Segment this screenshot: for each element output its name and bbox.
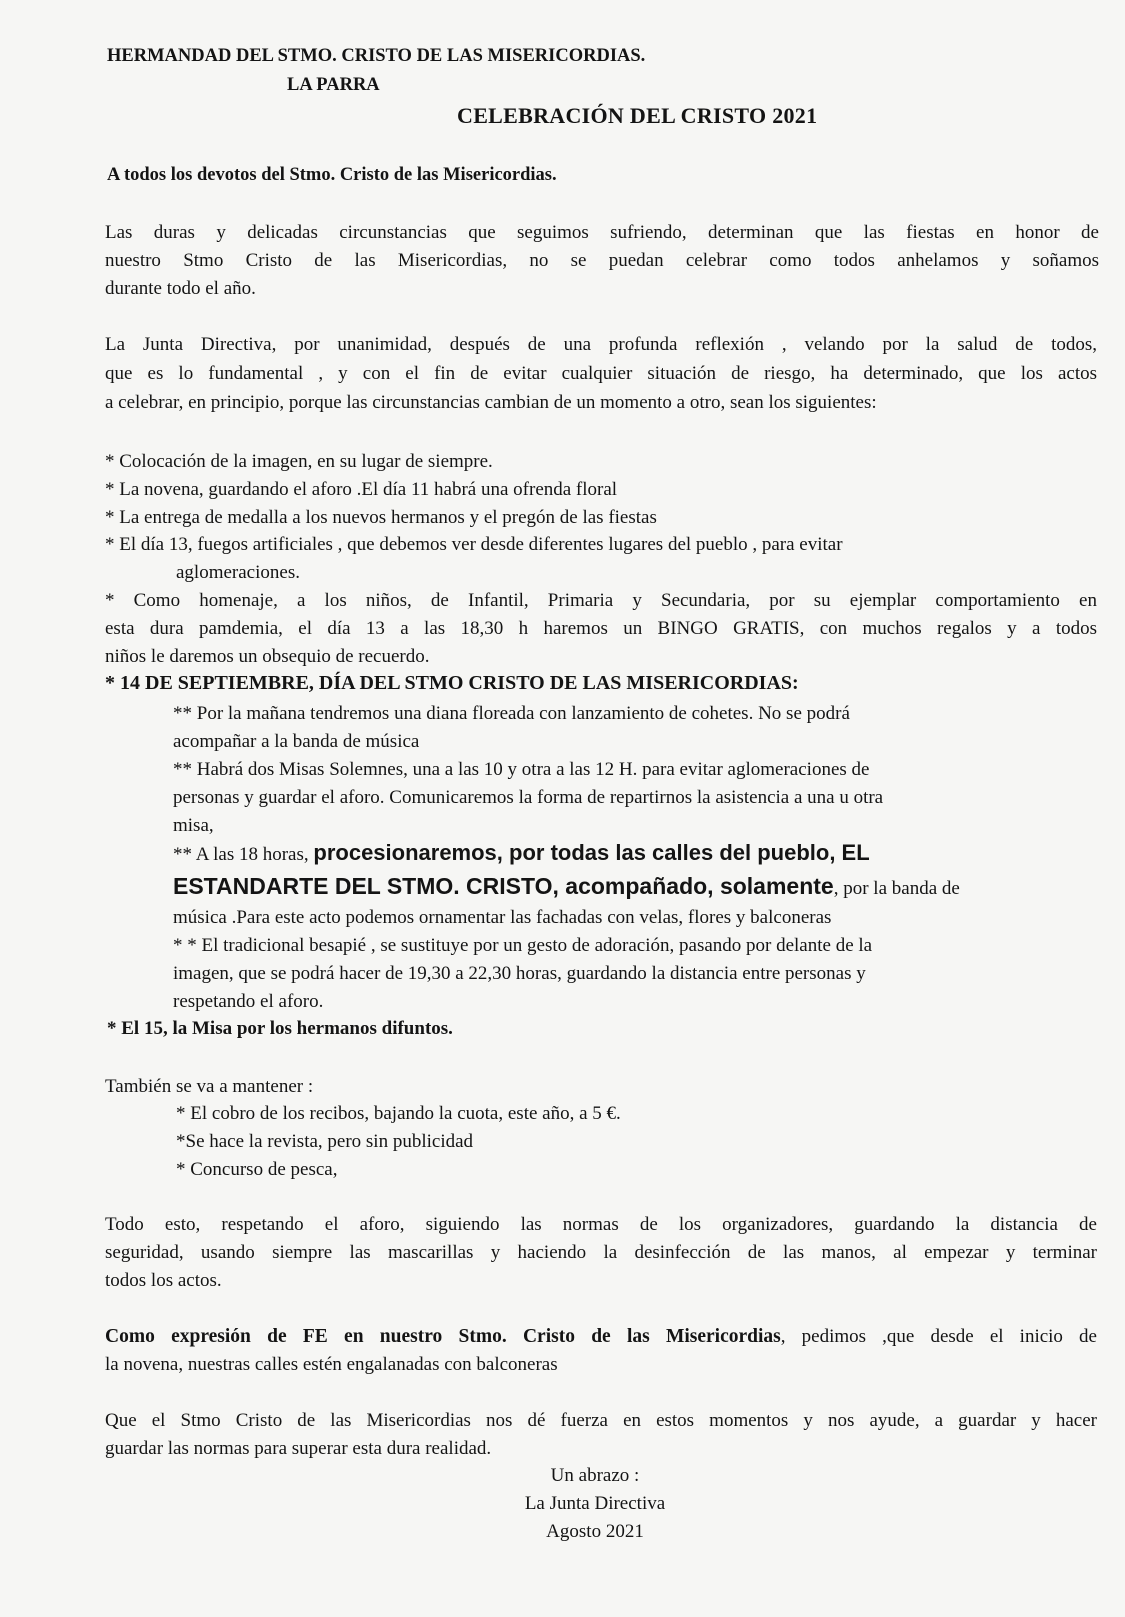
act-item-15: * El 15, la Misa por los hermanos difuntos. xyxy=(107,1018,453,1039)
act-item-4-cont: aglomeraciones. xyxy=(176,562,300,583)
also-item-2: *Se hace la revista, pero sin publicidad xyxy=(176,1131,474,1152)
sept14-sub2-line2: personas y guardar el aforo. Comunicaremos la forma de repartirnos la asistencia a una u otra xyxy=(173,787,884,808)
sub3-bold2: ESTANDARTE DEL STMO. CRISTO, acompañado, solamente xyxy=(173,873,834,899)
closing-date: Agosto 2021 xyxy=(546,1521,644,1542)
para1-line1: Las duras y delicadas circunstancias que seguimos sufriendo, determinan que las fiestas en honor de xyxy=(105,222,1099,243)
act-item-2: * La novena, guardando el aforo .El día 11 habrá una ofrenda floral xyxy=(105,479,618,500)
sub3-prefix: ** A las 18 horas, xyxy=(173,844,314,865)
closing-signature: La Junta Directiva xyxy=(524,1493,666,1514)
sept14-sub1-line1: ** Por la mañana tendremos una diana floreada con lanzamiento de cohetes. No se podrá xyxy=(173,703,850,724)
sub3-bold1: procesionaremos, por todas las calles del pueblo, EL xyxy=(313,840,870,865)
act-item-5-line1: * Como homenaje, a los niños, de Infantil, Primaria y Secundaria, por su ejemplar comportamiento en xyxy=(105,590,1097,611)
org-name: HERMANDAD DEL STMO. CRISTO DE LAS MISERICORDIAS. xyxy=(107,46,646,66)
para4-line2: la novena, nuestras calles estén engalanadas con balconeras xyxy=(105,1354,558,1375)
para1-line2: nuestro Stmo Cristo de las Misericordias, no se puedan celebrar como todos anhelamos y soñamos xyxy=(105,250,1099,271)
para4-rest: , pedimos ,que desde el inicio de xyxy=(780,1326,1097,1347)
greeting: A todos los devotos del Stmo. Cristo de las Misericordias. xyxy=(107,165,557,185)
also-item-3: * Concurso de pesca, xyxy=(176,1159,338,1180)
sept14-sub3-line3: música .Para este acto podemos ornamentar las fachadas con velas, flores y balconeras xyxy=(173,907,832,928)
para2-line3: a celebrar, en principio, porque las circunstancias cambian de un momento a otro, sean los siguientes: xyxy=(105,392,877,413)
sept14-sub4-line2: imagen, que se podrá hacer de 19,30 a 22,30 horas, guardando la distancia entre personas y xyxy=(173,963,866,984)
para3-line3: todos los actos. xyxy=(105,1270,222,1291)
sept14-sub2-line3: misa, xyxy=(173,815,214,836)
para3-line2: seguridad, usando siempre las mascarillas y haciendo la desinfección de las manos, al empezar y terminar xyxy=(105,1242,1097,1263)
sept14-sub2-line1: ** Habrá dos Misas Solemnes, una a las 10 y otra a las 12 H. para evitar aglomeraciones de xyxy=(173,759,870,780)
para5-line1: Que el Stmo Cristo de las Misericordias nos dé fuerza en estos momentos y nos ayude, a guardar y hacer xyxy=(105,1410,1097,1431)
sept14-sub1-line2: acompañar a la banda de música xyxy=(173,731,420,752)
sept14-sub3-line2 xyxy=(173,873,960,901)
para4-line1 xyxy=(105,1325,1097,1349)
sept14-sub3-line1 xyxy=(173,840,870,867)
para5-line2: guardar las normas para superar esta dura realidad. xyxy=(105,1438,492,1459)
para2-line2: que es lo fundamental , y con el fin de evitar cualquier situación de riesgo, ha determinado, que los actos xyxy=(105,363,1097,384)
act-item-3: * La entrega de medalla a los nuevos hermanos y el pregón de las fiestas xyxy=(105,507,657,528)
act-item-1: * Colocación de la imagen, en su lugar de siempre. xyxy=(105,451,493,472)
page-title: CELEBRACIÓN DEL CRISTO 2021 xyxy=(457,103,818,128)
act-item-5-line3: niños le daremos un obsequio de recuerdo. xyxy=(105,646,430,667)
closing-hug: Un abrazo : xyxy=(550,1465,640,1486)
para1-line3: durante todo el año. xyxy=(105,278,256,299)
org-town: LA PARRA xyxy=(287,75,380,95)
also-item-1: * El cobro de los recibos, bajando la cuota, este año, a 5 €. xyxy=(176,1103,621,1124)
act-item-5-line2: esta dura pamdemia, el día 13 a las 18,30 h haremos un BINGO GRATIS, con muchos regalos y a todos xyxy=(105,618,1097,639)
sept14-sub4-line3: respetando el aforo. xyxy=(173,991,324,1012)
sub3-suffix: , por la banda de xyxy=(833,878,960,899)
para2-line1: La Junta Directiva, por unanimidad, después de una profunda reflexión , velando por la salud de todos, xyxy=(105,334,1097,355)
sept14-heading: * 14 DE SEPTIEMBRE, DÍA DEL STMO CRISTO DE LAS MISERICORDIAS: xyxy=(105,672,799,694)
sept14-sub4-line1: * * El tradicional besapié , se sustituye por un gesto de adoración, pasando por delante de la xyxy=(173,935,873,956)
para4-bold: Como expresión de FE en nuestro Stmo. Cristo de las Misericordias xyxy=(105,1326,781,1347)
act-item-4: * El día 13, fuegos artificiales , que debemos ver desde diferentes lugares del pueblo , para evitar xyxy=(105,534,843,555)
also-intro: También se va a mantener : xyxy=(105,1076,314,1097)
para3-line1: Todo esto, respetando el aforo, siguiendo las normas de los organizadores, guardando la distancia de xyxy=(105,1214,1097,1235)
